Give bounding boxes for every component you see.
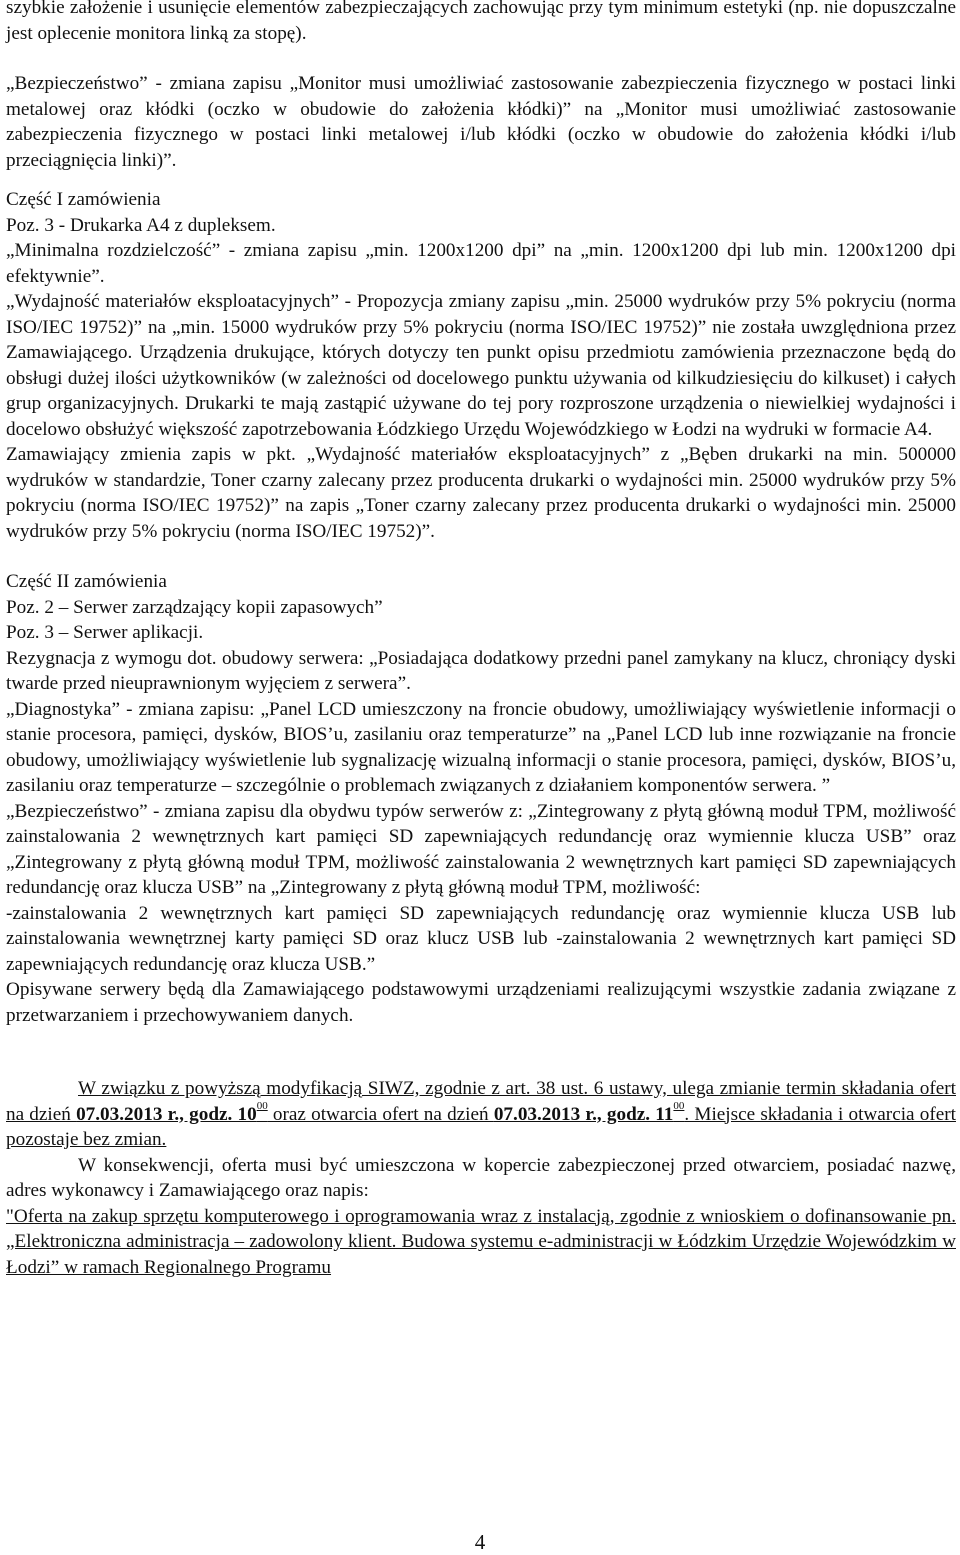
notice-minutes-1: 00 bbox=[256, 1099, 268, 1112]
page-number: 4 bbox=[474, 1530, 486, 1554]
part2-paragraph-1: Rezygnacja z wymogu dot. obudowy serwera: „Posiadająca dodatkowy przedni panel zamykany na klucz, chroniący dyski twarde przed nieuprawnionym wyjęciem z serwera”. bbox=[6, 647, 956, 694]
part2-paragraph-3: „Bezpieczeństwo” - zmiana zapisu dla obydwu typów serwerów z: „Zintegrowany z płytą główną moduł TPM, możliwość zainstalowania 2 wewnętrznych kart pamięci SD zapewniających redundancję oraz wymiennie klucza USB” oraz „Zintegrowany z płytą główną moduł TPM, możliwość zainstalowania 2 wewnętrznych kart pamięci SD zapewniających redundancję oraz klucza USB” na „Zintegrowany z płytą główną moduł TPM, możliwość: bbox=[6, 800, 956, 898]
part1-heading: Część I zamówienia bbox=[6, 189, 161, 210]
part2-item-2: Poz. 3 – Serwer aplikacji. bbox=[6, 622, 204, 643]
intro-paragraph-2: „Bezpieczeństwo” - zmiana zapisu „Monitor musi umożliwiać zastosowanie zabezpieczenia fizycznego w postaci linki metalowej oraz kłódki (oczko w obudowie do założenia kłódki)” na „Monitor musi umożliwiać zastosowanie zabezpieczenia fizycznego w postaci linki metalowej i/lub kłódki (oczko w obudowie do założenia kłódki i/lub przeciągnięcia linki)”. bbox=[6, 73, 956, 171]
notice-date-1: 07.03.2013 r., godz. 10 bbox=[76, 1103, 257, 1125]
document-page bbox=[6, 0, 956, 1280]
part1-paragraph-3: Zamawiający zmienia zapis w pkt. „Wydajność materiałów eksploatacyjnych” z „Bęben drukarki na min. 500000 wydruków w standardzie, Toner czarny zalecany przez producenta drukarki o wydajności min. 25000 wydruków przy 5% pokryciu (norma ISO/IEC 19752)” na zapis „Toner czarny zalecany przez producenta drukarki o wydajności min. 25000 wydruków przy 5% pokryciu (norma ISO/IEC 19752)”. bbox=[6, 444, 956, 542]
part2-paragraph-2: „Diagnostyka” - zmiana zapisu: „Panel LCD umieszczony na froncie obudowy, umożliwiający wyświetlenie informacji o stanie procesora, pamięci, dysków, BIOS’u, zasilaniu oraz temperaturze” na „Panel LCD lub inne rozwiązanie na froncie obudowy, umożliwiający wyświetlenie lub sygnalizację wizualną informacji o stanie procesora, pamięci, dysków, BIOS’u, zasilaniu oraz temperaturze – szczególnie o problemach związanych z działaniem komponentów serwera. ” bbox=[6, 698, 956, 796]
notice-minutes-2: 00 bbox=[673, 1099, 685, 1112]
part1-paragraph-1: „Minimalna rozdzielczość” - zmiana zapisu „min. 1200x1200 dpi” na „min. 1200x1200 dpi lub min. 1200x1200 dpi efektywnie”. bbox=[6, 240, 956, 287]
deadline-notice bbox=[6, 1076, 956, 1153]
part2-heading: Część II zamówienia bbox=[6, 571, 167, 592]
offer-envelope-quote: "Oferta na zakup sprzętu komputerowego i oprogramowania wraz z instalacją, zgodnie z wnioskiem o dofinansowanie pn. „Elektroniczna administracja – zadowolony klient. Budowa systemu e-administracji w Łódzkim Urzędzie Wojewódzkim w Łodzi” w ramach Regionalnego Programu bbox=[6, 1205, 956, 1278]
notice-date-2: 07.03.2013 r., godz. 11 bbox=[493, 1103, 674, 1125]
part2-item-1: Poz. 2 – Serwer zarządzający kopii zapasowych” bbox=[6, 596, 383, 618]
notice-text-3: . Miejsce składania i otwarcia ofert pozostaje bez zmian. bbox=[6, 1103, 956, 1150]
part2-paragraph-4: -zainstalowania 2 wewnętrznych kart pamięci SD zapewniających redundancję oraz wymiennie klucza USB lub zainstalowania wewnętrznej karty pamięci SD oraz klucz USB lub -zainstalowania 2 wewnętrznych kart pamięci SD zapewniających redundancję oraz klucza USB.” bbox=[6, 902, 956, 975]
part1-paragraph-2: „Wydajność materiałów eksploatacyjnych” - Propozycja zmiany zapisu „min. 25000 wydruków przy 5% pokryciu (norma ISO/IEC 19752)” na „min. 15000 wydruków przy 5% pokryciu (norma ISO/IEC 19752)” nie została uwzględniona przez Zamawiającego. Urządzenia drukujące, których dotyczy ten punkt opisu przedmiotu zamówienia przeznaczone będą do obsługi dużej ilości użytkowników (w zależności od docelowego punktu używania od kilkudziesięciu do kilkuset) i całych grup organizacyjnych. Drukarki te mają zastąpić używane do tej pory rozproszone urządzenia o niewielkiej wydajności i docelowo obsłużyć większość zapotrzebowania Łódzkiego Urzędu Wojewódzkiego w Łodzi na wydruki w formacie A4. bbox=[6, 291, 956, 440]
part2-paragraph-5: Opisywane serwery będą dla Zamawiającego podstawowymi urządzeniami realizującymi wszystkie zadania związane z przetwarzaniem i przechowywaniem danych. bbox=[6, 979, 956, 1026]
notice-text-2: oraz otwarcia ofert na dzień bbox=[267, 1103, 494, 1125]
part1-item: Poz. 3 - Drukarka A4 z dupleksem. bbox=[6, 214, 276, 236]
notice-text-1: W związku z powyższą modyfikacją SIWZ, zgodnie z art. 38 ust. 6 ustawy, ulega zmianie termin składania ofert na dzień bbox=[6, 1078, 956, 1125]
intro-paragraph-1: szybkie założenie i usunięcie elementów zabezpieczających zachowując przy tym minimum estetyki (np. nie dopuszczalne jest oplecenie monitora linką za stopę). bbox=[6, 0, 956, 44]
consequence-paragraph: W konsekwencji, oferta musi być umieszczona w kopercie zabezpieczonej przed otwarciem, posiadać nazwę, adres wykonawcy i Zamawiającego oraz napis: bbox=[6, 1154, 956, 1201]
